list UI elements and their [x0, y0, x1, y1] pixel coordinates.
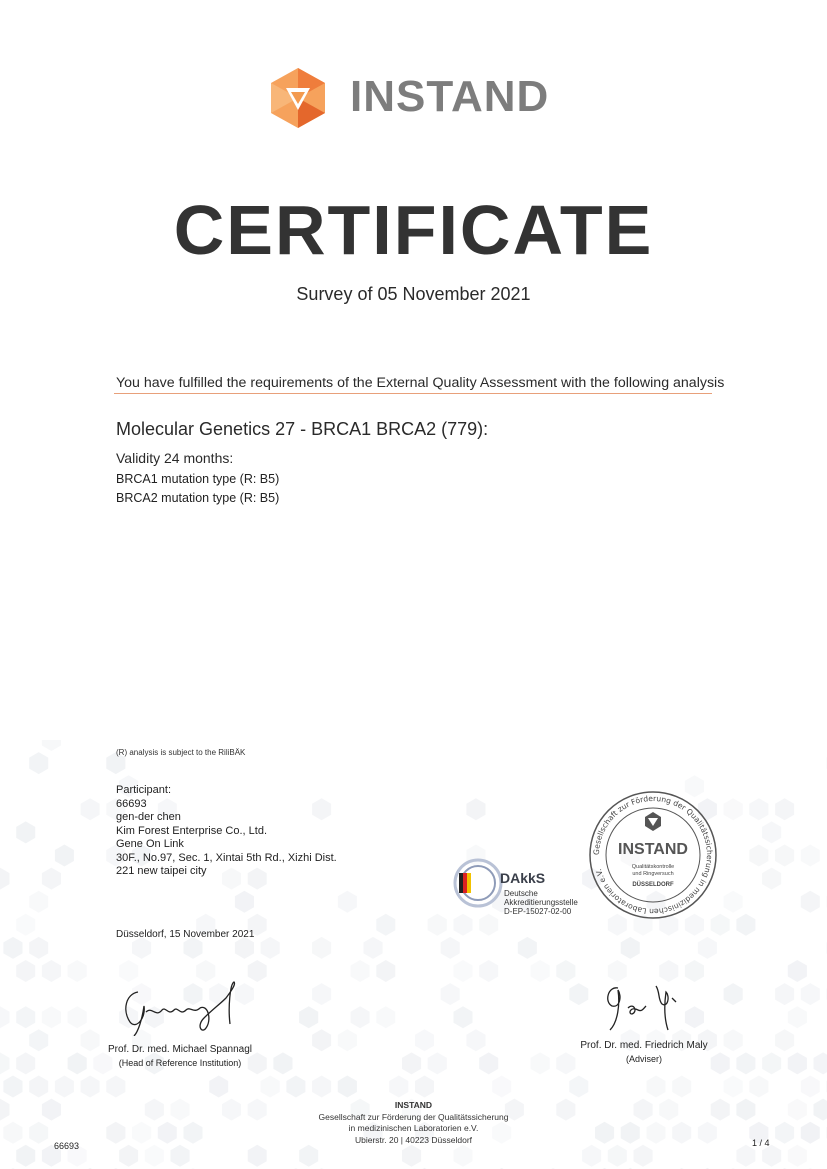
certificate-title: CERTIFICATE — [173, 191, 654, 269]
seal-line: Qualitätskontrolle — [631, 864, 675, 870]
background-hexagon — [312, 1076, 331, 1098]
background-hexagon — [762, 868, 781, 890]
background-hexagon — [479, 960, 498, 982]
signatory-role: (Adviser) — [625, 1054, 662, 1064]
background-hexagon — [0, 868, 10, 890]
background-hexagon — [556, 960, 575, 982]
background-hexagon — [81, 798, 100, 820]
background-hexagon — [338, 1076, 357, 1098]
background-hexagon — [351, 1006, 370, 1028]
instand-logo-icon — [268, 66, 328, 130]
background-hexagon — [261, 1076, 280, 1098]
background-hexagon — [531, 960, 550, 982]
background-hexagon — [775, 798, 794, 820]
background-hexagon — [492, 1076, 511, 1098]
background-hexagon — [376, 960, 395, 982]
background-hexagon — [454, 1145, 473, 1167]
dakks-line: Akkreditierungsstelle — [504, 898, 578, 907]
requirements-statement: You have fulfilled the requirements of the External Quality Assessment with the following analysis — [116, 375, 725, 391]
divider-line — [114, 393, 712, 394]
seal-line: und Ringversuch — [632, 871, 674, 877]
background-hexagon — [788, 1145, 807, 1167]
signatory-name: Prof. Dr. med. Michael Spannagl — [108, 1044, 252, 1055]
background-hexagon — [479, 1052, 498, 1074]
page-count: 1 / 4 — [752, 1138, 770, 1148]
background-hexagon — [736, 914, 755, 936]
background-hexagon — [351, 960, 370, 982]
background-hexagon — [235, 937, 254, 959]
background-hexagon — [389, 1076, 408, 1098]
background-hexagon — [814, 1052, 827, 1074]
background-hexagon — [428, 914, 447, 936]
background-hexagon — [441, 937, 460, 959]
background-hexagon — [29, 1076, 48, 1098]
background-hexagon — [724, 983, 743, 1005]
background-hexagon — [788, 960, 807, 982]
background-hexagon — [724, 1076, 743, 1098]
background-hexagon — [441, 983, 460, 1005]
background-hexagon — [68, 1006, 87, 1028]
background-hexagon — [762, 821, 781, 843]
background-hexagon — [312, 937, 331, 959]
background-hexagon — [775, 983, 794, 1005]
background-hexagon — [29, 1029, 48, 1051]
background-hexagon — [235, 891, 254, 913]
background-hexagon — [736, 1145, 755, 1167]
background-hexagon — [0, 1006, 10, 1028]
background-hexagon — [16, 821, 35, 843]
background-hexagon — [749, 798, 768, 820]
background-hexagon — [801, 891, 820, 913]
background-hexagon — [3, 1076, 22, 1098]
participant-block — [116, 784, 337, 879]
instand-logo — [268, 66, 558, 130]
background-hexagon — [466, 798, 485, 820]
dakks-name: DAkkS — [500, 870, 546, 886]
background-hexagon — [466, 1029, 485, 1051]
background-hexagon — [518, 937, 537, 959]
background-hexagon — [672, 1076, 691, 1098]
background-hexagon — [749, 845, 768, 867]
signatory-role: (Head of Reference Institution) — [118, 1058, 242, 1068]
background-hexagon — [454, 960, 473, 982]
background-hexagon — [582, 1145, 601, 1167]
background-hexagon — [171, 1145, 190, 1167]
background-hexagon — [775, 1029, 794, 1051]
background-hexagon — [81, 1076, 100, 1098]
background-hexagon — [415, 1076, 434, 1098]
background-hexagon — [376, 914, 395, 936]
participant-id: 66693 — [116, 797, 147, 810]
background-hexagon — [724, 891, 743, 913]
background-hexagon — [0, 1052, 10, 1074]
background-hexagon — [762, 1145, 781, 1167]
seal-ring-text: Gesellschaft zur Förderung der Qualitätssicherung in medizinischen Laboratorien e.V. — [591, 793, 715, 917]
survey-date: Survey of 05 November 2021 — [296, 284, 531, 304]
background-hexagon — [608, 1145, 627, 1167]
background-hexagon — [775, 845, 794, 867]
instand-seal — [588, 790, 718, 920]
participant-department: Gene On Link — [116, 838, 184, 850]
background-hexagon — [312, 983, 331, 1005]
background-hexagon — [209, 1076, 228, 1098]
background-hexagon — [801, 1076, 820, 1098]
background-hexagon — [55, 1076, 74, 1098]
analysis-title: Molecular Genetics 27 - BRCA1 BRCA2 (779): — [116, 419, 489, 439]
background-hexagon — [42, 740, 61, 751]
background-hexagon — [621, 937, 640, 959]
background-hexagon — [376, 1006, 395, 1028]
footer-line: in medizinischen Laboratorien e.V. — [348, 1123, 479, 1133]
background-hexagon — [647, 1076, 666, 1098]
background-hexagon — [55, 845, 74, 867]
background-hexagon — [29, 752, 48, 774]
background-hexagon — [248, 960, 267, 982]
background-hexagon — [569, 1076, 588, 1098]
background-hexagon — [286, 1076, 305, 1098]
background-hexagon — [42, 960, 61, 982]
participant-company: Kim Forest Enterprise Co., Ltd. — [116, 824, 267, 837]
background-hexagon — [299, 1006, 318, 1028]
background-hexagon — [68, 960, 87, 982]
background-hexagon — [762, 1052, 781, 1074]
signatory-name: Prof. Dr. med. Friedrich Maly — [580, 1040, 708, 1051]
background-hexagon — [119, 1145, 138, 1167]
background-hexagon — [749, 1076, 768, 1098]
background-hexagon — [16, 1052, 35, 1074]
background-hexagon — [248, 1145, 267, 1167]
background-hexagon — [724, 798, 743, 820]
background-hexagon — [29, 891, 48, 913]
footer-line: Ubierstr. 20 | 40223 Düsseldorf — [354, 1134, 473, 1145]
background-hexagon — [261, 937, 280, 959]
background-hexagon — [698, 937, 717, 959]
background-hexagon — [42, 1006, 61, 1028]
background-hexagon — [402, 1052, 421, 1074]
rilibak-footnote: (R) analysis is subject to the RiliBÄK — [116, 748, 246, 757]
participant-name: gen-der chen — [116, 811, 181, 823]
seal-city: DÜSSELDORF — [632, 882, 674, 888]
background-hexagon — [338, 1029, 357, 1051]
background-hexagon — [402, 1145, 421, 1167]
footer-address — [0, 1100, 827, 1146]
footer-org: INSTAND — [394, 1100, 433, 1110]
background-hexagon — [788, 1052, 807, 1074]
background-hexagon — [16, 914, 35, 936]
background-hexagon — [145, 1145, 164, 1167]
background-hexagon — [29, 937, 48, 959]
background-hexagon — [569, 983, 588, 1005]
background-hexagon — [16, 960, 35, 982]
place-and-date: Düsseldorf, 15 November 2021 — [116, 929, 255, 940]
background-hexagon — [801, 983, 820, 1005]
background-hexagon — [788, 1006, 807, 1028]
participant-city: 221 new taipei city — [116, 865, 207, 877]
signature-spannagl — [116, 978, 246, 1036]
dakks-accreditation-mark — [452, 855, 582, 919]
dakks-registration-number: D-EP-15027-02-00 — [504, 907, 572, 916]
participant-address: 30F., No.97, Sec. 1, Xintai 5th Rd., Xizhi Dist. — [116, 851, 337, 864]
footer-line: Gesellschaft zur Förderung der Qualitätssicherung — [318, 1111, 509, 1122]
logo-wordmark: INSTAND — [350, 72, 550, 121]
background-hexagon — [42, 868, 61, 890]
background-hexagon — [3, 937, 22, 959]
dakks-logo-icon — [452, 855, 504, 919]
background-hexagon — [106, 1076, 125, 1098]
analysis-item: BRCA2 mutation type (R: B5) — [116, 491, 280, 505]
seal-name: INSTAND — [618, 841, 688, 858]
dakks-line: Deutsche — [504, 889, 538, 898]
background-hexagon — [16, 1145, 35, 1167]
signature-maly — [598, 978, 688, 1036]
background-hexagon — [428, 1052, 447, 1074]
background-hexagon — [454, 1006, 473, 1028]
participant-label: Participant: — [116, 784, 172, 796]
background-hexagon — [16, 1006, 35, 1028]
participant-number-footer: 66693 — [54, 1141, 80, 1151]
background-hexagon — [132, 937, 151, 959]
validity-text: Validity 24 months: — [116, 450, 234, 466]
background-hexagon — [415, 1029, 434, 1051]
background-hexagon — [312, 1029, 331, 1051]
background-hexagon — [634, 1145, 653, 1167]
analysis-item: BRCA1 mutation type (R: B5) — [116, 472, 280, 486]
background-hexagon — [801, 845, 820, 867]
background-hexagon — [299, 1145, 318, 1167]
background-hexagon — [184, 937, 203, 959]
background-hexagon — [338, 891, 357, 913]
background-hexagon — [364, 937, 383, 959]
